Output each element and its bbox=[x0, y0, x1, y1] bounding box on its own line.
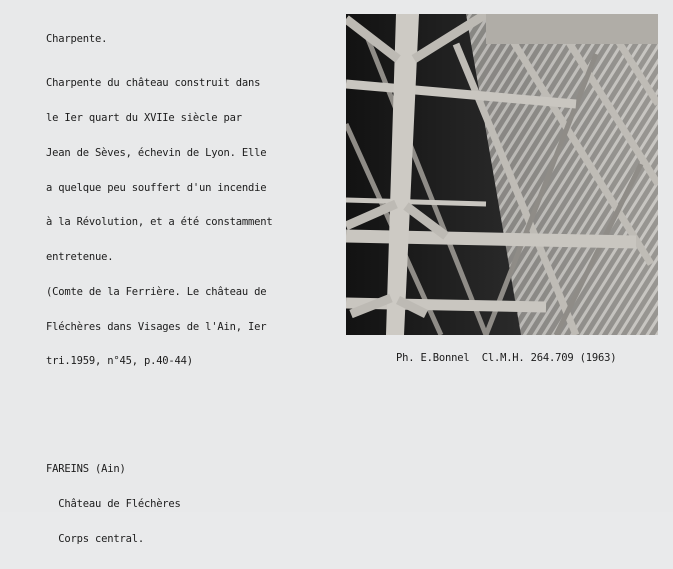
description-line: a quelque peu souffert d'un incendie bbox=[46, 181, 267, 194]
location-block bbox=[46, 441, 181, 569]
location-line: Château de Fléchères bbox=[46, 497, 181, 510]
description-line: entretenue. bbox=[46, 251, 114, 264]
location-line: Corps central. bbox=[46, 532, 144, 545]
description-block bbox=[46, 55, 273, 391]
description-line: le Ier quart du XVIIe siècle par bbox=[46, 111, 242, 124]
roof-timber-photo bbox=[346, 14, 658, 335]
description-line: Fléchères dans Visages de l'Ain, Ier bbox=[46, 320, 267, 333]
location-line: FAREINS (Ain) bbox=[46, 463, 126, 476]
description-line: (Comte de la Ferrière. Le château de bbox=[46, 285, 267, 298]
description-line: Charpente du château construit dans bbox=[46, 77, 261, 90]
photo-credit: Ph. E.Bonnel Cl.M.H. 264.709 (1963) bbox=[396, 352, 617, 364]
heading-text: Charpente. bbox=[46, 33, 108, 45]
description-line: Jean de Sèves, échevin de Lyon. Elle bbox=[46, 146, 267, 159]
description-line: tri.1959, n°45, p.40-44) bbox=[46, 355, 193, 368]
description-line: à la Révolution, et a été constamment bbox=[46, 216, 273, 229]
